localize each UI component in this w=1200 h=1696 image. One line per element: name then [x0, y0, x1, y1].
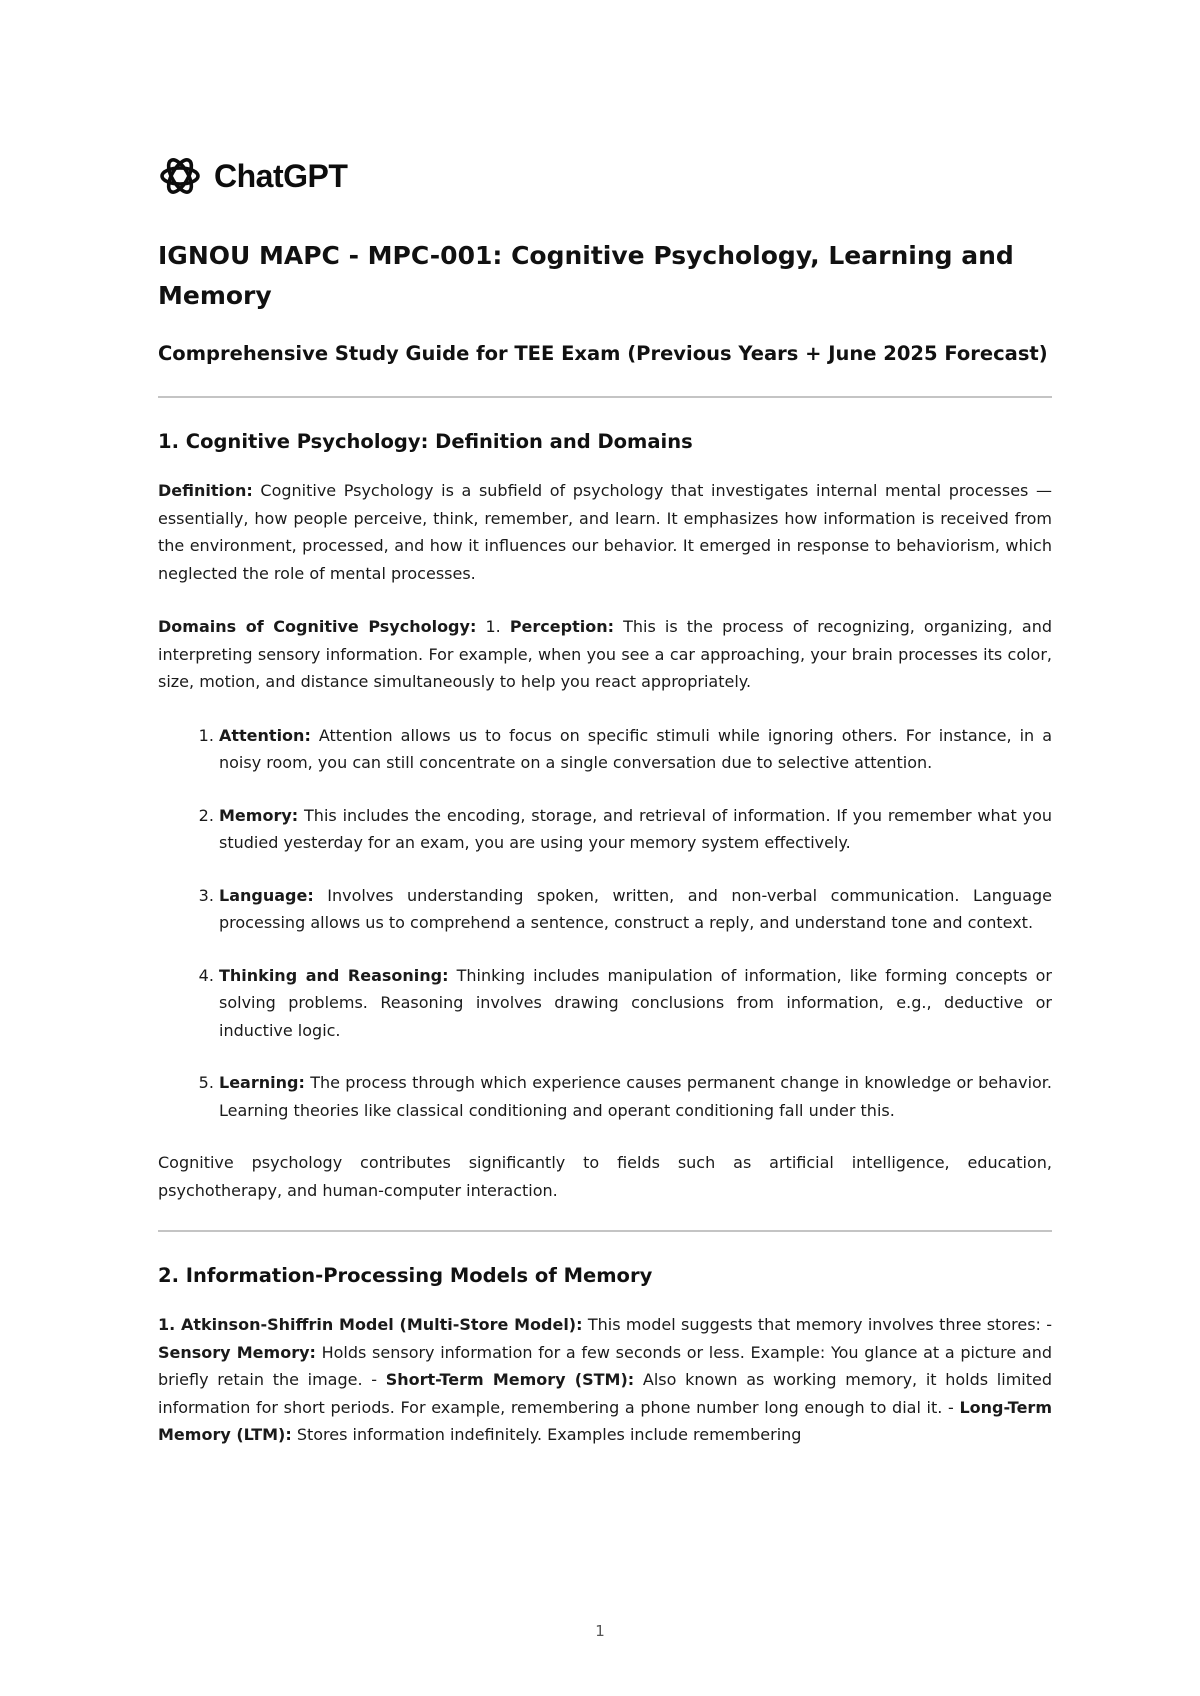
- sensory-memory-label: Sensory Memory:: [158, 1342, 316, 1362]
- divider: [158, 1230, 1052, 1232]
- model-text: This model suggests that memory involves three stores: -: [582, 1315, 1052, 1334]
- list-item-text: Involves understanding spoken, written, and non-verbal communication. Language processing allows us to comprehend a sentence, construct a reply, and understand tone and context.: [219, 885, 1052, 932]
- document-page: [158, 150, 1052, 1449]
- list-item-text: This includes the encoding, storage, and retrieval of information. If you remember what you studied yesterday for an exam, you are using your memory system effectively.: [219, 805, 1052, 852]
- definition-paragraph: [158, 477, 1052, 587]
- divider: [158, 396, 1052, 398]
- stm-text: Also known as working memory, it holds limited information for short periods. For example, remembering a phone number long enough to dial it. -: [158, 1370, 1052, 1417]
- conclusion-paragraph: Cognitive psychology contributes significantly to fields such as artificial intelligence, education, psychotherapy, and human-computer interaction.: [158, 1153, 1052, 1200]
- list-item: [219, 722, 1052, 777]
- list-item-label: Language:: [219, 885, 314, 905]
- domains-paragraph: [158, 613, 1052, 696]
- list-item-text: Attention allows us to focus on specific stimuli while ignoring others. For instance, in a noisy room, you can still concentrate on a single conversation due to selective attention.: [219, 725, 1052, 772]
- openai-knot-icon: [158, 154, 202, 198]
- ltm-text: Stores information indefinitely. Examples include remembering: [291, 1425, 802, 1444]
- domains-label: Domains of Cognitive Psychology:: [158, 617, 477, 636]
- list-item: [219, 962, 1052, 1045]
- list-item: [219, 1069, 1052, 1124]
- document-subtitle: Comprehensive Study Guide for TEE Exam (Previous Years + June 2025 Forecast): [158, 342, 1048, 365]
- list-item-label: Memory:: [219, 805, 299, 825]
- brand-name: ChatGPT: [214, 157, 348, 194]
- domains-list: [158, 722, 1052, 1125]
- list-item-label: Learning:: [219, 1073, 305, 1092]
- sensory-memory-text: Holds sensory information for a few seconds or less. Example: You glance at a picture and briefly retain the image. -: [158, 1342, 1052, 1389]
- list-item: [219, 882, 1052, 937]
- section-heading-1: 1. Cognitive Psychology: Definition and Domains: [158, 430, 693, 453]
- perception-label: Perception:: [509, 617, 614, 636]
- definition-text: Cognitive Psychology is a subfield of psychology that investigates internal mental processes —essentially, how people perceive, think, remember, and learn. It emphasizes how information is received from the environment, processed, and how it influences our behavior. It emerged in response to behaviorism, which neglected the role of mental processes.: [158, 481, 1052, 583]
- page-number: 1: [595, 1622, 605, 1640]
- stm-label: Short-Term Memory (STM):: [385, 1370, 635, 1389]
- list-item-label: Thinking and Reasoning:: [219, 965, 449, 985]
- definition-label: Definition:: [158, 481, 253, 500]
- list-item-label: Attention:: [219, 725, 311, 745]
- perception-text: This is the process of recognizing, organizing, and interpreting sensory information. For example, when you see a car approaching, your brain processes its color, size, motion, and distance simultaneously to help you react appropriately.: [158, 617, 1052, 691]
- ltm-label: Long-Term Memory (LTM):: [158, 1397, 1052, 1444]
- section-heading-2: 2. Information-Processing Models of Memory: [158, 1264, 653, 1287]
- model-label: 1. Atkinson-Shiffrin Model (Multi-Store Model):: [158, 1315, 583, 1334]
- brand-header: [158, 150, 1052, 202]
- domains-intro-number: 1.: [476, 617, 510, 636]
- list-item: [219, 802, 1052, 857]
- list-item-text: The process through which experience causes permanent change in knowledge or behavior. Learning theories like classical conditioning and operant conditioning fall under this.: [219, 1073, 1052, 1120]
- list-item-text: Thinking includes manipulation of information, like forming concepts or solving problems. Reasoning involves drawing conclusions from information, e.g., deductive or inductive logic.: [219, 965, 1052, 1040]
- document-title: IGNOU MAPC - MPC-001: Cognitive Psychology, Learning and Memory: [158, 241, 1014, 310]
- model-paragraph: [158, 1311, 1052, 1449]
